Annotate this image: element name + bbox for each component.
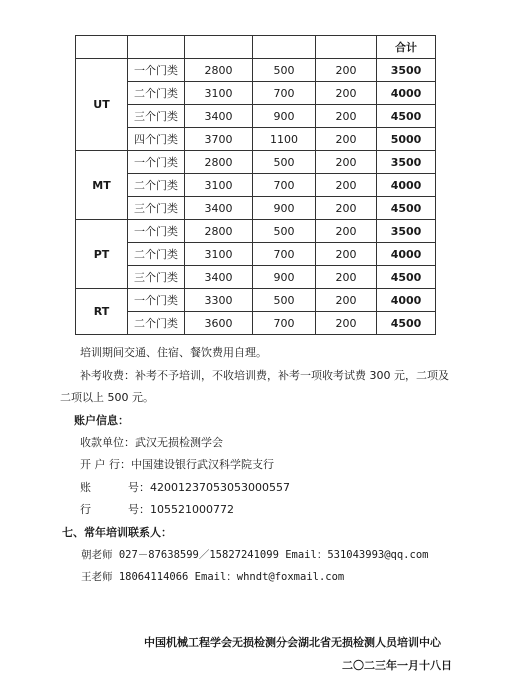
fee-cell: 500: [253, 220, 316, 243]
fee-cell: 2800: [185, 151, 253, 174]
header-cell: [76, 36, 128, 59]
fee-cell: 3400: [185, 105, 253, 128]
table-row: [76, 312, 436, 335]
header-cell: [253, 36, 316, 59]
fee-cell: 3100: [185, 174, 253, 197]
bank-code: 号：105521000772: [128, 503, 234, 516]
category-cell: 三个门类: [128, 197, 185, 220]
fee-cell: 2800: [185, 220, 253, 243]
fee-cell: 1100: [253, 128, 316, 151]
fee-cell: 700: [253, 243, 316, 266]
fee-cell: 3600: [185, 312, 253, 335]
table-row: [76, 174, 436, 197]
category-cell: 二个门类: [128, 174, 185, 197]
category-cell: 一个门类: [128, 151, 185, 174]
total-cell: 4000: [377, 82, 436, 105]
category-cell: 四个门类: [128, 128, 185, 151]
fee-cell: 3300: [185, 289, 253, 312]
table-row: [76, 243, 436, 266]
footer-date: 二〇二三年一月十八日: [342, 659, 452, 672]
account-payee: 收款单位：武汉无损检测学会: [80, 436, 223, 449]
fee-cell: 3100: [185, 82, 253, 105]
account-number-label: 账: [80, 481, 91, 494]
note-self-pay: 培训期间交通、住宿、餐饮费用自理。: [80, 346, 267, 359]
fee-cell: 700: [253, 174, 316, 197]
fee-cell: 500: [253, 59, 316, 82]
table-row: [76, 220, 436, 243]
method-cell: RT: [76, 289, 128, 335]
total-cell: 3500: [377, 220, 436, 243]
total-cell: 4500: [377, 105, 436, 128]
total-cell: 4000: [377, 174, 436, 197]
fee-cell: 700: [253, 82, 316, 105]
category-cell: 三个门类: [128, 266, 185, 289]
category-cell: 二个门类: [128, 243, 185, 266]
header-total: 合计: [377, 36, 436, 59]
fee-cell: 200: [316, 151, 377, 174]
table-row: [76, 266, 436, 289]
method-cell: PT: [76, 220, 128, 289]
table-row: [76, 128, 436, 151]
fee-cell: 200: [316, 105, 377, 128]
fee-cell: 3400: [185, 197, 253, 220]
fee-table-body: [76, 59, 436, 335]
fee-cell: 200: [316, 82, 377, 105]
category-cell: 二个门类: [128, 312, 185, 335]
fee-cell: 500: [253, 289, 316, 312]
footer-org: 中国机械工程学会无损检测分会湖北省无损检测人员培训中心: [144, 636, 441, 649]
fee-table: [75, 35, 436, 335]
table-row: [76, 82, 436, 105]
fee-cell: 3400: [185, 266, 253, 289]
method-cell: MT: [76, 151, 128, 220]
total-cell: 3500: [377, 59, 436, 82]
table-header-row: [76, 36, 436, 59]
fee-cell: 200: [316, 174, 377, 197]
contact-2: 王老师 18064114066 Email：whndt@foxmail.com: [81, 571, 345, 583]
table-row: [76, 197, 436, 220]
fee-cell: 200: [316, 128, 377, 151]
contacts-title: 七、常年培训联系人：: [62, 526, 172, 539]
fee-cell: 200: [316, 289, 377, 312]
account-title: 账户信息：: [74, 414, 129, 427]
table-row: [76, 105, 436, 128]
total-cell: 4000: [377, 289, 436, 312]
header-cell: [316, 36, 377, 59]
account-number: 号：42001237053053000557: [128, 481, 290, 494]
total-cell: 4500: [377, 197, 436, 220]
total-cell: 3500: [377, 151, 436, 174]
total-cell: 5000: [377, 128, 436, 151]
fee-cell: 900: [253, 197, 316, 220]
note-retake-fee-cont: 二项以上 500 元。: [60, 391, 154, 404]
note-retake-fee: 补考收费：补考不予培训，不收培训费，补考一项收考试费 300 元，二项及: [80, 369, 449, 382]
header-cell: [185, 36, 253, 59]
bank-code-label: 行: [80, 503, 91, 516]
fee-cell: 200: [316, 220, 377, 243]
fee-cell: 200: [316, 59, 377, 82]
fee-cell: 200: [316, 243, 377, 266]
table-row: [76, 59, 436, 82]
category-cell: 一个门类: [128, 59, 185, 82]
category-cell: 一个门类: [128, 220, 185, 243]
total-cell: 4500: [377, 312, 436, 335]
fee-cell: 200: [316, 266, 377, 289]
fee-cell: 200: [316, 312, 377, 335]
category-cell: 一个门类: [128, 289, 185, 312]
fee-cell: 2800: [185, 59, 253, 82]
table-row: [76, 151, 436, 174]
fee-cell: 900: [253, 266, 316, 289]
contact-1: 朝老师 027－87638599／15827241099 Email：531043993@qq.com: [81, 549, 429, 561]
fee-cell: 200: [316, 197, 377, 220]
total-cell: 4500: [377, 266, 436, 289]
fee-cell: 900: [253, 105, 316, 128]
category-cell: 三个门类: [128, 105, 185, 128]
method-cell: UT: [76, 59, 128, 151]
category-cell: 二个门类: [128, 82, 185, 105]
fee-cell: 500: [253, 151, 316, 174]
header-cell: [128, 36, 185, 59]
fee-cell: 3700: [185, 128, 253, 151]
table-row: [76, 289, 436, 312]
fee-cell: 700: [253, 312, 316, 335]
total-cell: 4000: [377, 243, 436, 266]
fee-cell: 3100: [185, 243, 253, 266]
account-bank: 开 户 行：中国建设银行武汉科学院支行: [80, 458, 274, 471]
